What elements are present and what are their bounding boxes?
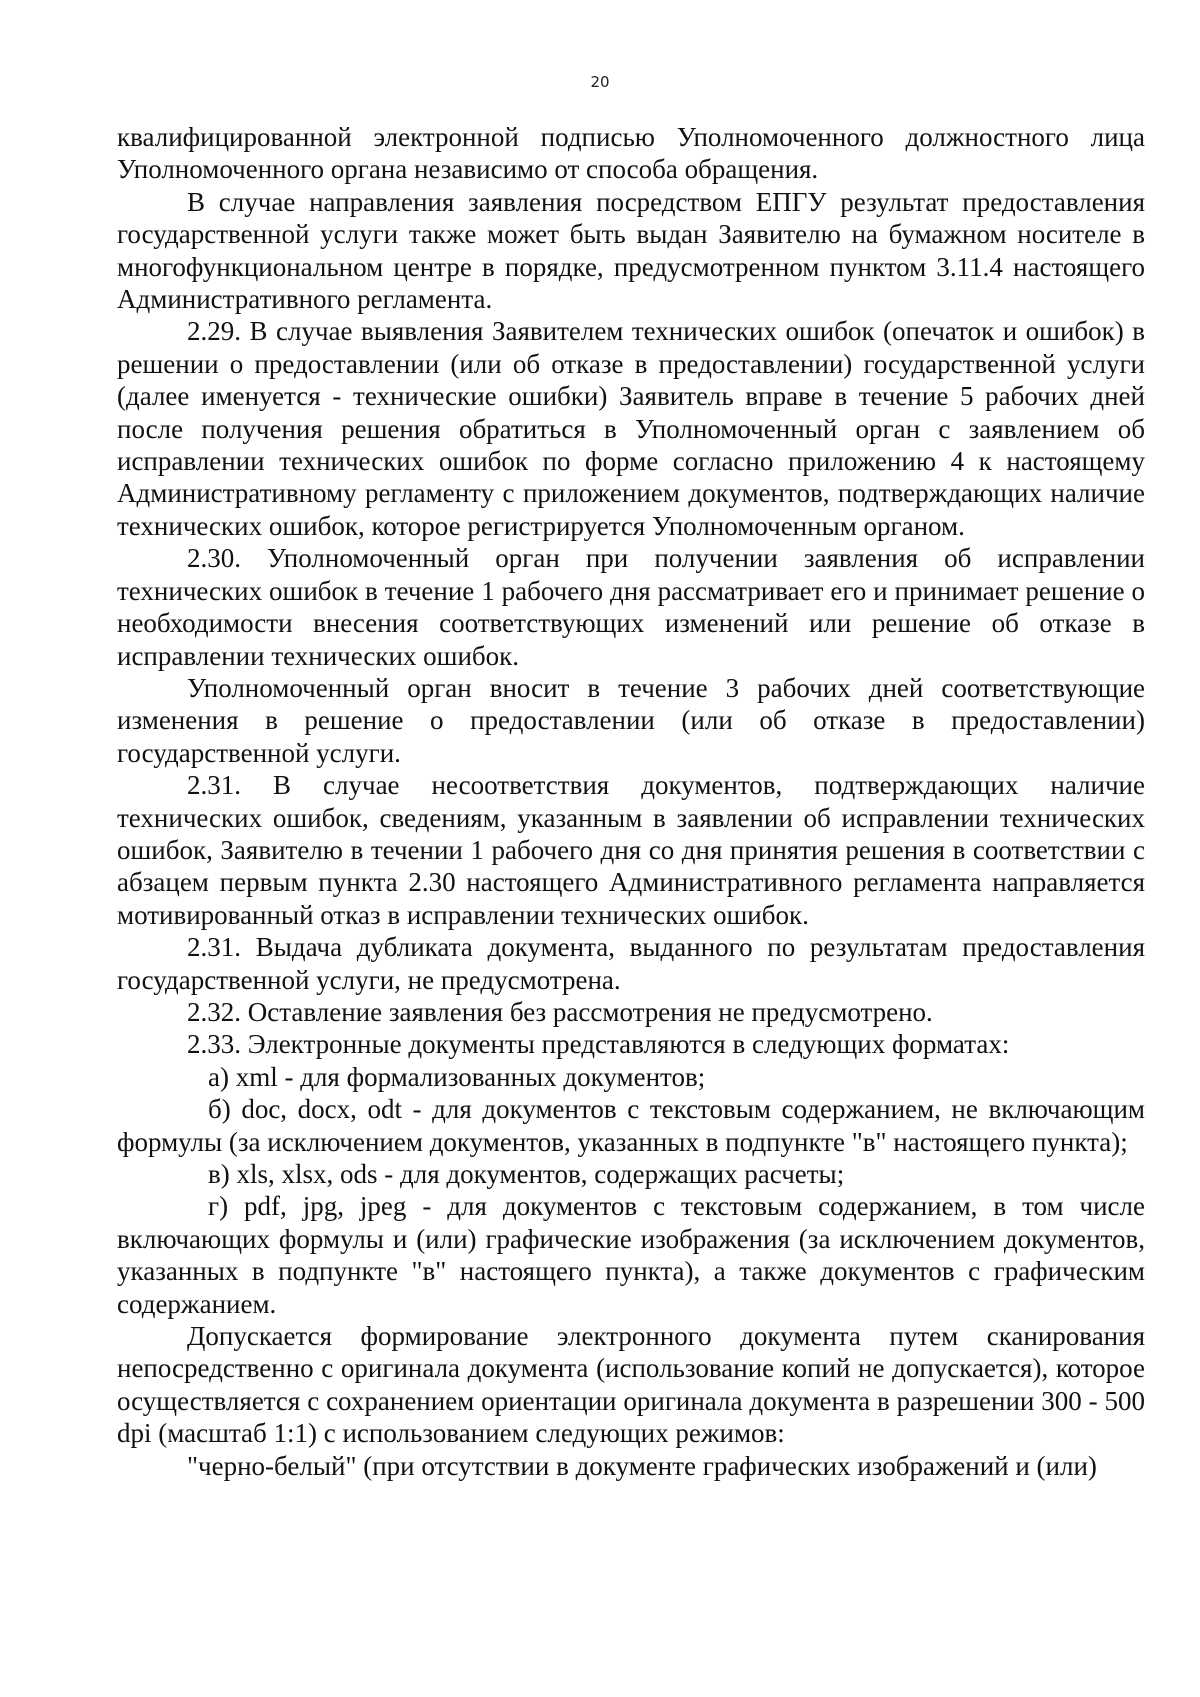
document-body bbox=[117, 121, 1145, 1482]
paragraph-continuation: квалифицированной электронной подписью Уполномоченного должностного лица Уполномоченного органа независимо от способа обращения. bbox=[117, 122, 1145, 185]
list-item-b: б) doc, docx, odt - для документов с текстовым содержанием, не включающим формулы (за исключением документов, указанных в подпункте "в" настоящего пункта); bbox=[117, 1094, 1145, 1157]
paragraph-2-33: 2.33. Электронные документы представляются в следующих форматах: bbox=[187, 1029, 1010, 1060]
paragraph-2-30: 2.30. Уполномоченный орган при получении заявления об исправлении технических ошибок в течение 1 рабочего дня рассматривает его и принимает решение о необходимости внесения соответствующих изменений или решение об отказе в исправлении технических ошибок. bbox=[117, 543, 1145, 671]
list-item-a: а) xml - для формализованных документов; bbox=[208, 1061, 706, 1092]
page-number: 20 bbox=[590, 73, 610, 91]
paragraph-2-29: 2.29. В случае выявления Заявителем технических ошибок (опечаток и ошибок) в решении о предоставлении (или об отказе в предоставлении) государственной услуги (далее именуется - технические ошибки) Заявитель вправе в течение 5 рабочих дней после получения решения обратиться в Уполномоченный орган с заявлением об исправлении технических ошибок по форме согласно приложению 4 к настоящему Административному регламенту с приложением документов, подтверждающих наличие технических ошибок, которое регистрируется Уполномоченным органом. bbox=[117, 316, 1145, 541]
list-item-g: г) pdf, jpg, jpeg - для документов с текстовым содержанием, в том числе включающих формулы и (или) графические изображения (за исключением документов, указанных в подпункте "в" настоящего пункта), а также документов с графическим содержанием. bbox=[117, 1191, 1145, 1319]
paragraph-2-31-refusal: 2.31. В случае несоответствия документов, подтверждающих наличие технических ошибок, сведениям, указанным в заявлении об исправлении технических ошибок, Заявителю в течении 1 рабочего дня со дня принятия решения в соответствии с абзацем первым пункта 2.30 настоящего Административного регламента направляется мотивированный отказ в исправлении технических ошибок. bbox=[117, 770, 1145, 930]
paragraph-2-31-duplicate: 2.31. Выдача дубликата документа, выданного по результатам предоставления государственной услуги, не предусмотрена. bbox=[117, 932, 1145, 995]
paragraph-2-32: 2.32. Оставление заявления без рассмотрения не предусмотрено. bbox=[187, 996, 933, 1027]
paragraph-changes: Уполномоченный орган вносит в течение 3 рабочих дней соответствующие изменения в решение о предоставлении (или об отказе в предоставлении) государственной услуги. bbox=[117, 672, 1145, 768]
paragraph-epgu-result: В случае направления заявления посредством ЕПГУ результат предоставления государственной услуги также может быть выдан Заявителю на бумажном носителе в многофункциональном центре в порядке, предусмотренном пунктом 3.11.4 настоящего Административного регламента. bbox=[117, 186, 1145, 315]
list-item-v: в) xls, xlsx, ods - для документов, содержащих расчеты; bbox=[208, 1159, 845, 1189]
paragraph-scanning: Допускается формирование электронного документа путем сканирования непосредственно с оригинала документа (использование копий не допускается), которое осуществляется с сохранением ориентации оригинала документа в разрешении 300 - 500 dpi (масштаб 1:1) с использованием следующих режимов: bbox=[117, 1321, 1145, 1449]
paragraph-bw-mode: "черно-белый" (при отсутствии в документе графических изображений и (или) bbox=[187, 1450, 1097, 1481]
